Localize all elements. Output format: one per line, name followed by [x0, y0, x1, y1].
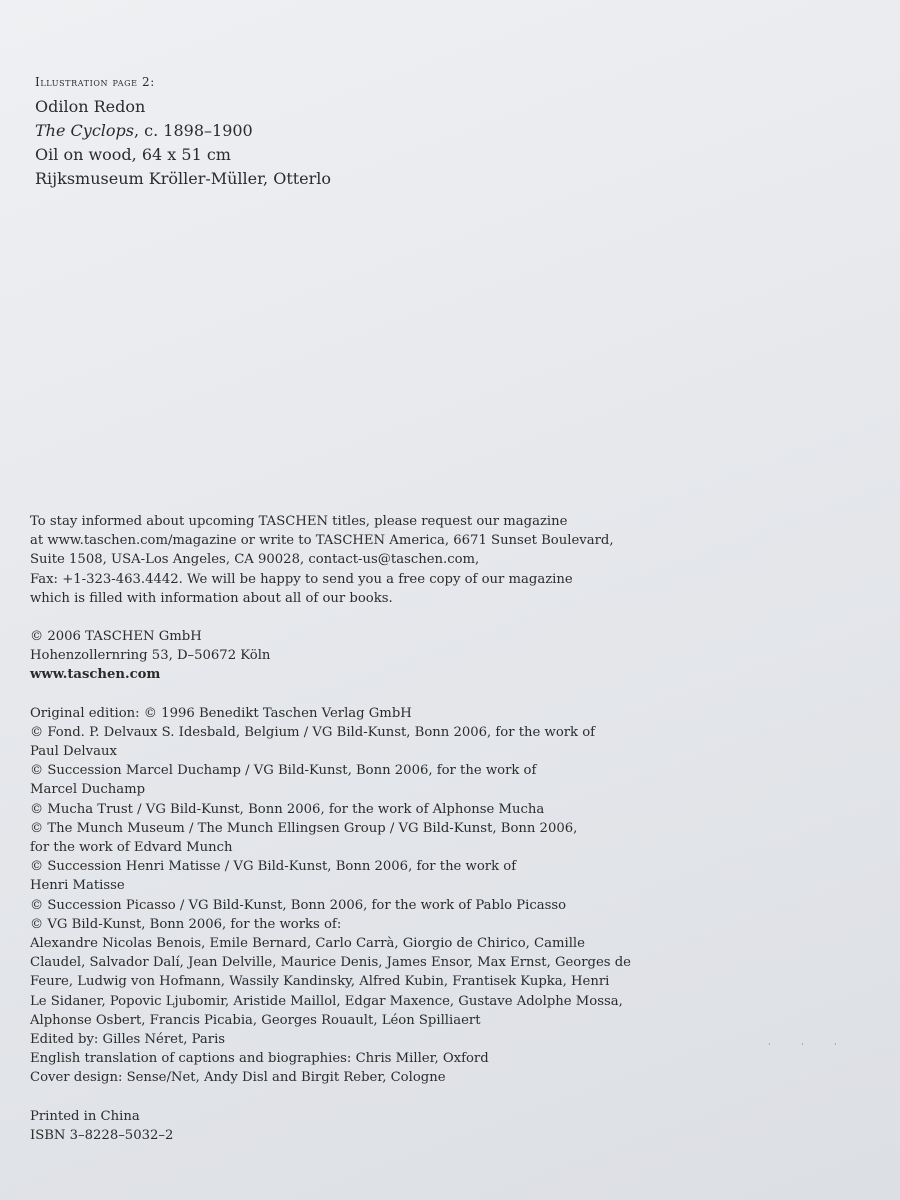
credit-line: Alexandre Nicolas Benois, Emile Bernard, Carlo Carrà, Giorgio de Chirico, Camille: [30, 936, 585, 952]
credit-line: Henri Matisse: [30, 878, 125, 894]
credit-line: © Succession Picasso / VG Bild-Kunst, Bonn 2006, for the work of Pablo Picasso: [30, 897, 567, 913]
caption-date: , c. 1898–1900: [133, 121, 253, 140]
caption-title: The Cyclops: [35, 121, 134, 140]
credits-list: [30, 704, 631, 1088]
credit-line: Alphonse Osbert, Francis Picabia, Georges Rouault, Léon Spilliaert: [30, 1012, 481, 1028]
credit-line: © The Munch Museum / The Munch Ellingsen Group / VG Bild-Kunst, Bonn 2006,: [30, 820, 578, 836]
credit-line: © Fond. P. Delvaux S. Idesbald, Belgium / VG Bild-Kunst, Bonn 2006, for the work of: [30, 724, 596, 740]
credit-line: Feure, Ludwig von Hofmann, Wassily Kandinsky, Alfred Kubin, Frantisek Kupka, Henri: [30, 974, 610, 990]
imprint-block: [30, 512, 631, 1145]
credit-line: © VG Bild-Kunst, Bonn 2006, for the works of:: [30, 916, 342, 932]
caption-label: Illustration page 2:: [35, 75, 155, 89]
paper-marks: · · ·: [768, 1040, 851, 1049]
magazine-notice: [30, 512, 614, 608]
magazine-line: at www.taschen.com/magazine or write to TASCHEN America, 6671 Sunset Boulevard,: [30, 533, 614, 549]
magazine-line: To stay informed about upcoming TASCHEN titles, please request our magazine: [30, 514, 568, 529]
printing-info: [30, 1107, 590, 1145]
publisher-copyright: © 2006 TASCHEN GmbH: [30, 629, 202, 645]
publisher-website: www.taschen.com: [30, 667, 161, 683]
credit-line: © Succession Henri Matisse / VG Bild-Kunst, Bonn 2006, for the work of: [30, 859, 517, 875]
caption-collection: Rijksmuseum Kröller-Müller, Otterlo: [35, 169, 332, 188]
credit-line: Le Sidaner, Popovic Ljubomir, Aristide Maillol, Edgar Maxence, Gustave Adolphe Mossa,: [30, 993, 623, 1009]
credit-line: © Mucha Trust / VG Bild-Kunst, Bonn 2006, for the work of Alphonse Mucha: [30, 801, 545, 817]
illustration-caption: [35, 75, 331, 191]
publisher-info: [30, 627, 590, 685]
credit-line: English translation of captions and biographies: Chris Miller, Oxford: [30, 1051, 489, 1067]
caption-title-line: [35, 119, 331, 143]
magazine-line: which is filled with information about all of our books.: [30, 590, 393, 606]
credit-line: Paul Delvaux: [30, 744, 117, 760]
credit-line: Marcel Duchamp: [30, 782, 146, 798]
credit-line: Claudel, Salvador Dalí, Jean Delville, Maurice Denis, James Ensor, Max Ernst, Georges de: [30, 955, 631, 971]
credit-line: Original edition: © 1996 Benedikt Taschen Verlag GmbH: [30, 705, 412, 721]
credit-line: © Succession Marcel Duchamp / VG Bild-Kunst, Bonn 2006, for the work of: [30, 763, 537, 779]
caption-artist: Odilon Redon: [35, 97, 146, 116]
publisher-address: Hohenzollernring 53, D–50672 Köln: [30, 648, 271, 664]
caption-medium: Oil on wood, 64 x 51 cm: [35, 145, 231, 164]
credit-line: Cover design: Sense/Net, Andy Disl and Birgit Reber, Cologne: [30, 1070, 446, 1086]
magazine-line: Suite 1508, USA-Los Angeles, CA 90028, contact-us@taschen.com,: [30, 552, 480, 568]
magazine-line: Fax: +1-323-463.4442. We will be happy to send you a free copy of our magazine: [30, 571, 573, 587]
printed-in: Printed in China: [30, 1108, 140, 1124]
isbn: ISBN 3–8228–5032–2: [30, 1127, 174, 1143]
credit-line: for the work of Edvard Munch: [30, 840, 233, 856]
credit-line: Edited by: Gilles Néret, Paris: [30, 1032, 226, 1048]
